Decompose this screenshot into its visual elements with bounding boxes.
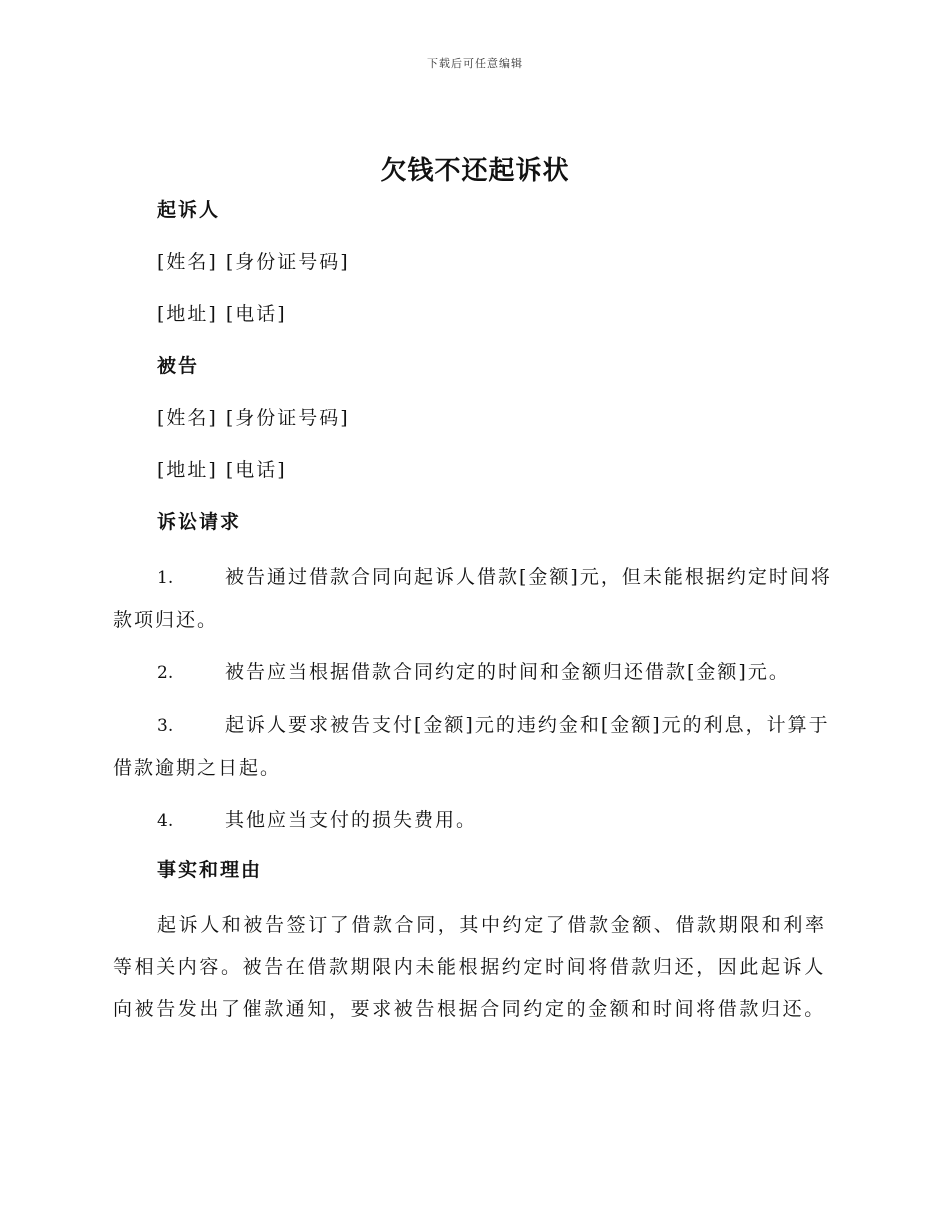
- claim-text: 被告应当根据借款合同约定的时间和金额归还借款[金额]元。: [225, 661, 790, 683]
- claims-heading: 诉讼请求: [157, 511, 242, 533]
- plaintiff-heading: 起诉人: [157, 199, 221, 221]
- header-note: 下载后可任意编辑: [427, 57, 523, 70]
- plaintiff-address-phone: [地址] [电话]: [157, 303, 287, 325]
- claim-number: 4.: [157, 811, 174, 831]
- facts-paragraph: 起诉人和被告签订了借款合同，其中约定了借款金额、借款期限和利率等相关内容。被告在借款期限内未能根据约定时间将借款归还，因此起诉人向被告发出了催款通知，要求被告根据合同约定的金额和时间将借款归还。: [113, 914, 827, 1020]
- defendant-name-id: [姓名] [身份证号码]: [157, 407, 350, 429]
- claim-item: [113, 704, 835, 789]
- defendant-address-phone: [地址] [电话]: [157, 459, 287, 481]
- claim-number: 1.: [157, 568, 174, 588]
- claim-number: 3.: [157, 716, 174, 736]
- document-body: [113, 192, 835, 1030]
- claim-text: 被告通过借款合同向起诉人借款[金额]元，但未能根据约定时间将款项归还。: [113, 566, 832, 631]
- plaintiff-name-id: [姓名] [身份证号码]: [157, 251, 350, 273]
- claim-number: 2.: [157, 663, 174, 683]
- claim-text: 其他应当支付的损失费用。: [225, 809, 478, 831]
- document-title: 欠钱不还起诉状: [380, 156, 570, 186]
- facts-heading: 事实和理由: [157, 859, 263, 881]
- claim-item: [113, 799, 835, 842]
- claim-text: 起诉人要求被告支付[金额]元的违约金和[金额]元的利息，计算于借款逾期之日起。: [113, 714, 830, 779]
- claim-item: [113, 556, 835, 641]
- claim-item: [113, 651, 835, 694]
- defendant-heading: 被告: [157, 355, 200, 377]
